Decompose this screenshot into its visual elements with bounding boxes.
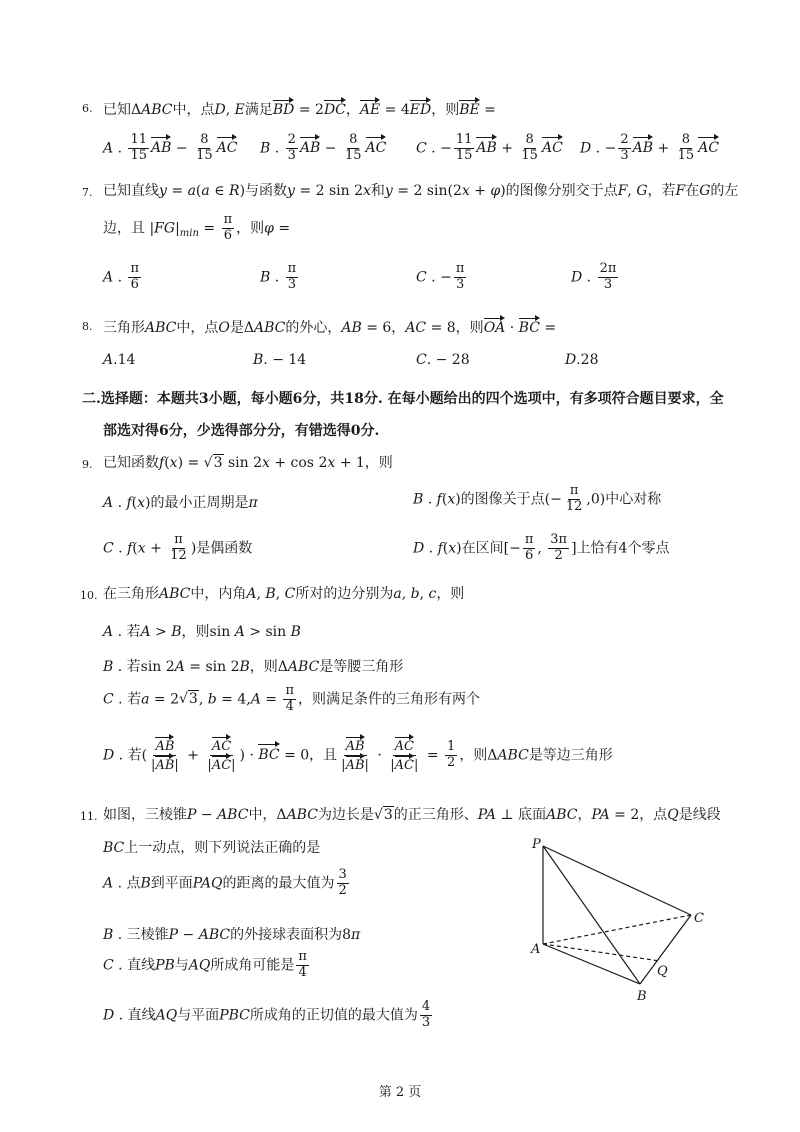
q8-option-b[interactable]: B. − 14 [253, 352, 307, 368]
q7-option-d[interactable]: D . $\frac{2\pi}{3}$ [571, 261, 617, 292]
q8-option-d[interactable]: D.28 [565, 352, 599, 368]
q11-stem-line1: 如图，三棱锥P − ABC中，ΔABC为边长是√3的正三角形、PA ⊥ 底面ABC，PA = 2，点Q是线段 [103, 807, 721, 823]
q11-option-a[interactable]: A . 点B到平面PAQ的距离的最大值为 $\frac{3}{2}$ [103, 867, 347, 898]
label-a: A [531, 942, 541, 957]
page-number: 第 2 页 [378, 1085, 422, 1100]
q10-option-b[interactable]: B . 若sin 2A = sin 2B，则ΔABC是等腰三角形 [103, 659, 404, 675]
q11-option-b[interactable]: B . 三棱锥P − ABC的外接球表面积为8π [103, 927, 361, 943]
label-c: C [694, 911, 704, 926]
q10-option-d[interactable]: D . 若( $\frac{AB}{|AB|}$ + $\frac{AC}{|AC|}$ ) · BC = 0，且 $\frac{AB}{|AB|}$ · $\frac{AC}{|AC|}$ = $\frac{1}{2}$ ，则ΔABC是等边三角形 [103, 739, 613, 773]
edge-ab [543, 944, 640, 984]
section2-line2: 部选对得6分，少选得部分分，有错选得0分. [103, 423, 380, 439]
edge-bc [640, 915, 691, 984]
q7-number: 7. [82, 186, 93, 199]
edge-pb [543, 846, 640, 984]
q9-option-a[interactable]: A . f(x)的最小正周期是π [103, 495, 258, 511]
q11-option-d[interactable]: D . 直线AQ与平面PBC所成角的正切值的最大值为 $\frac{4}{3}$ [103, 999, 431, 1030]
q7-stem-line2: 边，且 $|FG|_{min}$ = $\frac{\pi}{6}$ ，则φ = [103, 212, 291, 243]
edge-ac-hidden [543, 915, 691, 944]
q8-option-c[interactable]: C. − 28 [416, 352, 470, 368]
q10-option-a[interactable]: A . 若A > B，则sin A > sin B [103, 624, 301, 640]
q9-number: 9. [82, 458, 93, 471]
q11-stem-line2: BC上一动点，则下列说法正确的是 [103, 840, 321, 856]
label-q: Q [657, 964, 668, 979]
q7-option-c[interactable]: C . − $\frac{\pi}{3}$ [416, 261, 465, 292]
q9-option-b[interactable]: B . f(x)的图像关于点(− $\frac{\pi}{12}$ ,0)中心对称 [413, 483, 662, 514]
section2-line1: 二.选择题：本题共3小题，每小题6分，共18分. 在每小题给出的四个选项中，有多项符合题目要求，全 [82, 391, 724, 407]
edge-pc [543, 846, 691, 915]
q7-stem-line1: 已知直线y = a(a ∈ R)与函数y = 2 sin 2x和y = 2 sin(2x + φ)的图像分别交于点F, G，若F在G的左 [103, 183, 739, 199]
label-p: P [532, 837, 541, 852]
q11-number: 11. [80, 810, 98, 823]
q6-option-d[interactable]: D . − $\frac{2}{3}$ AB + $\frac{8}{15}$ AC [580, 132, 720, 163]
q6-stem: 已知ΔABC中，点D, E满足BD = 2DC，AE = 4ED，则BE = [103, 102, 496, 118]
q6-option-b[interactable]: B . $\frac{2}{3}$ AB − $\frac{8}{15}$ AC [260, 132, 387, 163]
q9-option-c[interactable]: C . f(x + $\frac{\pi}{12}$ )是偶函数 [103, 532, 253, 563]
q11-option-c[interactable]: C . 直线PB与AQ所成角可能是 $\frac{\pi}{4}$ [103, 949, 307, 980]
q8-option-a[interactable]: A.14 [103, 352, 136, 368]
q8-stem: 三角形ABC中，点O是ΔABC的外心，AB = 6，AC = 8，则OA · BC = [103, 320, 557, 336]
q8-number: 8. [82, 320, 93, 333]
q7-option-a[interactable]: A . $\frac{\pi}{6}$ [103, 261, 140, 292]
q6-option-c[interactable]: C . − $\frac{11}{15}$ AB + $\frac{8}{15}$ AC [416, 132, 563, 163]
q10-stem: 在三角形ABC中，内角A, B, C所对的边分别为a, b, c，则 [103, 586, 465, 602]
q7-option-b[interactable]: B . $\frac{\pi}{3}$ [260, 261, 297, 292]
q9-stem: 已知函数f(x) = √3 sin 2x + cos 2x + 1，则 [103, 455, 393, 471]
q10-option-c[interactable]: C . 若a = 2√3, b = 4,A = $\frac{\pi}{4}$ ，则满足条件的三角形有两个 [103, 683, 481, 714]
q6-option-a[interactable]: A . $\frac{11}{15}$ AB − $\frac{8}{15}$ AC [103, 132, 238, 163]
segment-aq-hidden [543, 944, 660, 961]
q9-option-d[interactable]: D . f(x)在区间[− $\frac{\pi}{6}$ , $\frac{3\pi}{2}$ ]上恰有4个零点 [413, 532, 670, 563]
label-b: B [637, 989, 647, 1004]
q6-number: 6. [82, 102, 93, 115]
q10-number: 10. [80, 589, 98, 602]
